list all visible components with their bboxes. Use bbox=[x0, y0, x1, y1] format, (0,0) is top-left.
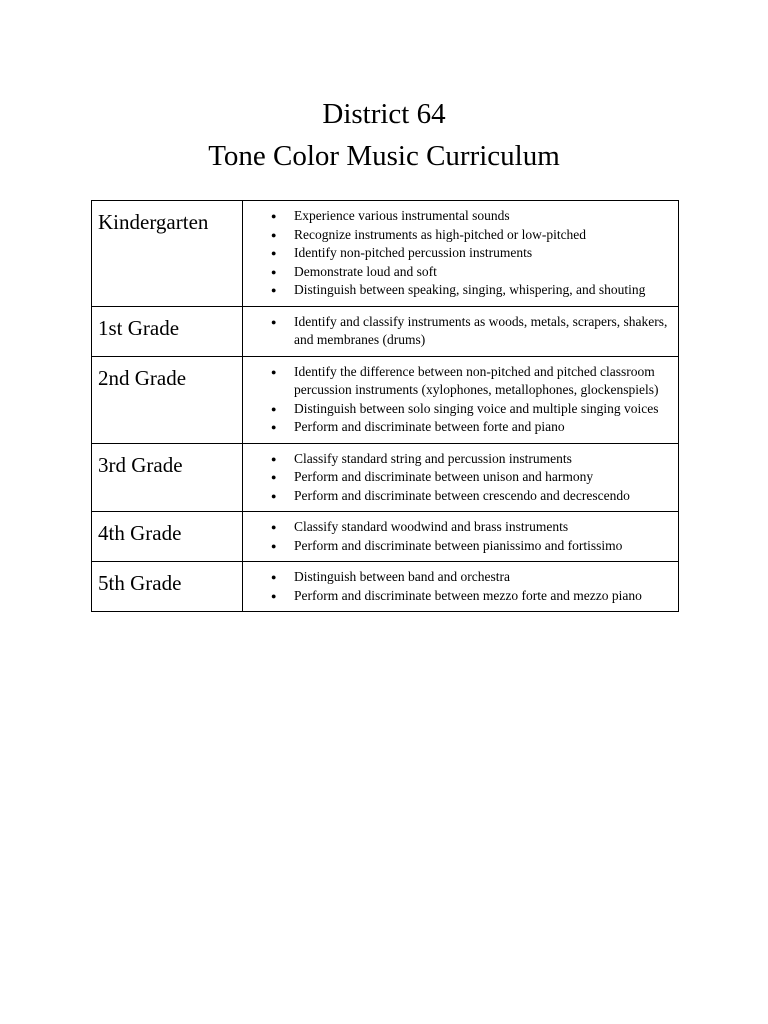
grade-label: 2nd Grade bbox=[92, 356, 243, 443]
list-item bbox=[271, 244, 670, 263]
grade-label: 3rd Grade bbox=[92, 443, 243, 512]
list-item bbox=[271, 487, 670, 506]
grade-objectives bbox=[243, 306, 679, 356]
objective-text: Distinguish between solo singing voice and multiple singing voices bbox=[294, 400, 659, 416]
list-item bbox=[271, 207, 670, 226]
list-item bbox=[271, 363, 670, 400]
objective-text: Perform and discriminate between unison and harmony bbox=[294, 469, 594, 484]
bullet-icon: ● bbox=[271, 316, 277, 327]
document-title bbox=[0, 94, 768, 176]
list-item bbox=[271, 468, 670, 487]
curriculum-table-body bbox=[92, 201, 679, 612]
table-row bbox=[92, 443, 679, 512]
objective-list bbox=[271, 207, 670, 300]
objective-text: Distinguish between band and orchestra bbox=[294, 569, 510, 584]
objective-text: Perform and discriminate between forte and piano bbox=[294, 419, 565, 434]
grade-label: 5th Grade bbox=[92, 562, 243, 612]
title-curriculum: Tone Color Music Curriculum bbox=[208, 140, 560, 172]
objective-text: Perform and discriminate between crescendo and decrescendo bbox=[294, 487, 630, 503]
list-item bbox=[271, 450, 670, 469]
objective-text: Demonstrate loud and soft bbox=[294, 263, 437, 279]
list-item bbox=[271, 313, 670, 350]
objective-text: Identify the difference between non-pitched and pitched classroom percussion instruments (xylophones, metallophones, glockenspiels) bbox=[294, 363, 659, 397]
objective-list bbox=[271, 363, 670, 437]
grade-objectives bbox=[243, 201, 679, 307]
bullet-icon: ● bbox=[271, 366, 277, 377]
grade-objectives bbox=[243, 562, 679, 612]
table-row bbox=[92, 562, 679, 612]
table-row bbox=[92, 306, 679, 356]
objective-text: Distinguish between speaking, singing, whispering, and shouting bbox=[294, 282, 646, 297]
grade-objectives bbox=[243, 443, 679, 512]
bullet-icon: ● bbox=[271, 590, 277, 601]
bullet-icon: ● bbox=[271, 453, 277, 464]
bullet-icon: ● bbox=[271, 522, 277, 532]
list-item bbox=[271, 400, 670, 419]
list-item bbox=[271, 518, 670, 537]
objective-text: Experience various instrumental sounds bbox=[294, 208, 510, 223]
grade-objectives bbox=[243, 356, 679, 443]
bullet-icon: ● bbox=[271, 422, 277, 432]
list-item bbox=[271, 263, 670, 282]
objective-text: Classify standard woodwind and brass instruments bbox=[294, 519, 569, 534]
bullet-icon: ● bbox=[271, 211, 277, 221]
list-item bbox=[271, 568, 670, 587]
bullet-icon: ● bbox=[271, 472, 277, 482]
grade-label: 1st Grade bbox=[92, 306, 243, 356]
list-item bbox=[271, 587, 670, 606]
grade-label: Kindergarten bbox=[92, 201, 243, 307]
objective-text: Identify non-pitched percussion instruments bbox=[294, 245, 533, 260]
bullet-icon: ● bbox=[271, 540, 277, 551]
table-row bbox=[92, 512, 679, 562]
list-item bbox=[271, 418, 670, 437]
list-item bbox=[271, 226, 670, 245]
objective-list bbox=[271, 313, 670, 350]
grade-objectives bbox=[243, 512, 679, 562]
objective-text: Identify and classify instruments as woods, metals, scrapers, shakers, and membranes (drums) bbox=[294, 313, 668, 347]
list-item bbox=[271, 281, 670, 300]
title-district: District 64 bbox=[322, 98, 446, 130]
objective-list bbox=[271, 450, 670, 506]
bullet-icon: ● bbox=[271, 285, 277, 295]
bullet-icon: ● bbox=[271, 266, 277, 277]
grade-label: 4th Grade bbox=[92, 512, 243, 562]
objective-text: Perform and discriminate between mezzo forte and mezzo piano bbox=[294, 587, 642, 603]
bullet-icon: ● bbox=[271, 229, 277, 240]
list-item bbox=[271, 537, 670, 556]
objective-list bbox=[271, 568, 670, 605]
objective-text: Classify standard string and percussion instruments bbox=[294, 450, 572, 466]
table-row bbox=[92, 201, 679, 307]
bullet-icon: ● bbox=[271, 248, 277, 258]
curriculum-table bbox=[91, 200, 679, 612]
table-row bbox=[92, 356, 679, 443]
bullet-icon: ● bbox=[271, 490, 277, 501]
bullet-icon: ● bbox=[271, 572, 277, 582]
objective-text: Perform and discriminate between pianissimo and fortissimo bbox=[294, 537, 623, 553]
bullet-icon: ● bbox=[271, 403, 277, 414]
objective-text: Recognize instruments as high-pitched or low-pitched bbox=[294, 226, 587, 242]
objective-list bbox=[271, 518, 670, 555]
